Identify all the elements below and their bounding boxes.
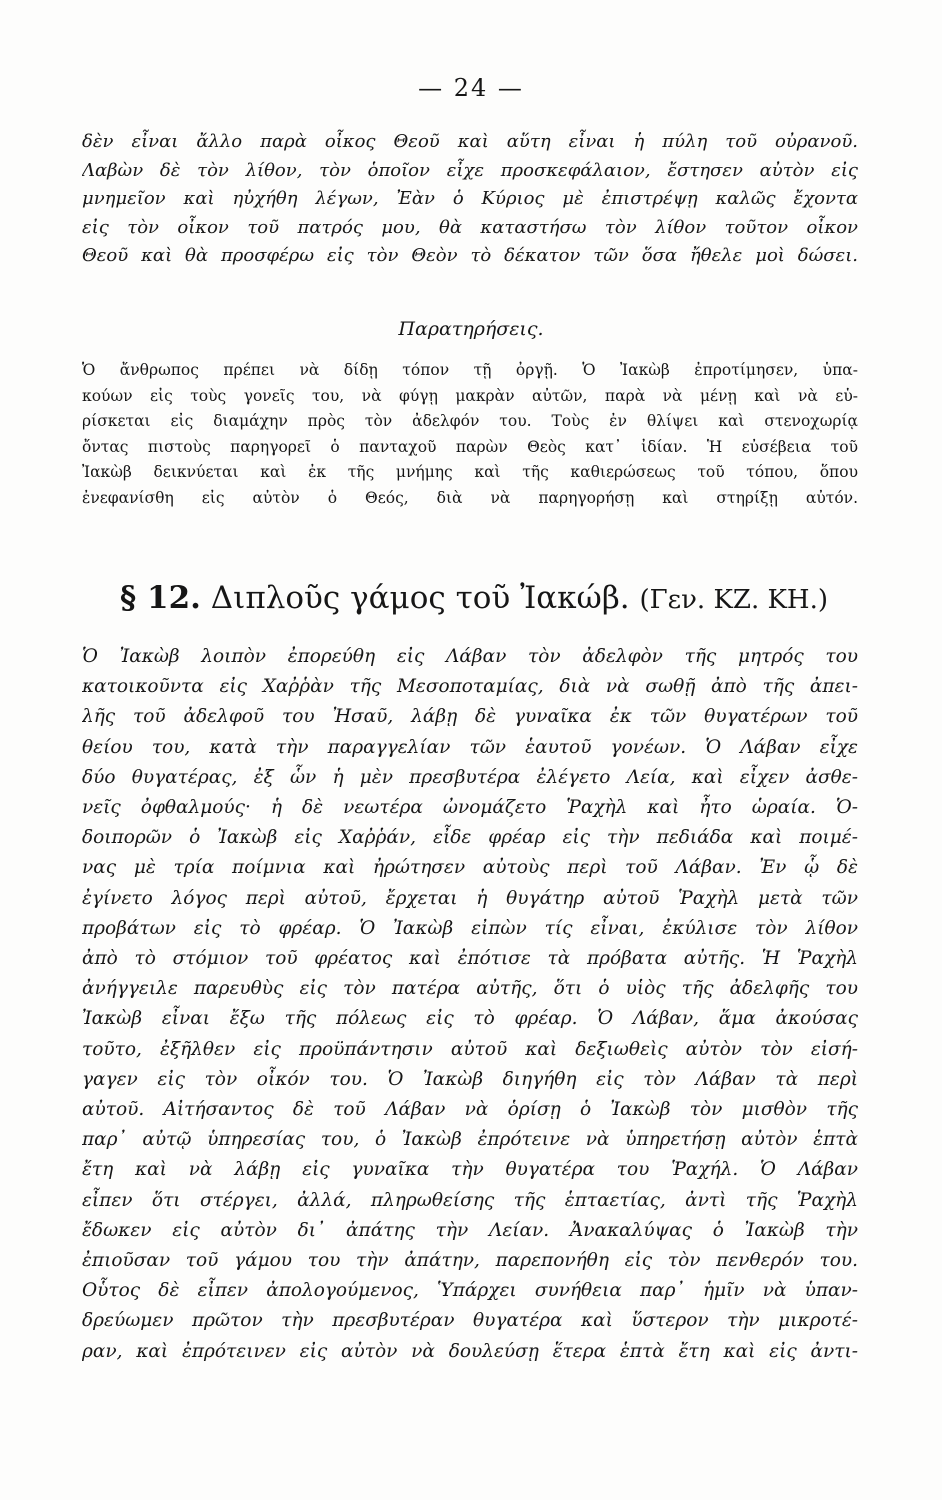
text-line: δὲν εἶναι ἄλλο παρὰ οἶκος Θεοῦ καὶ αὕτη εἶναι ἡ πύλη τοῦ οὐρανοῦ. — [82, 131, 858, 152]
intro-paragraph — [82, 128, 858, 271]
text-line: γαγεν εἰς τὸν οἶκόν του. Ὁ Ἰακὼβ διηγήθη εἰς τὸν Λάβαν τὰ περὶ — [82, 1068, 858, 1090]
text-line: ὄντας πιστοὺς παρηγορεῖ ὁ πανταχοῦ παρὼν Θεὸς κατ᾽ ἰδίαν. Ἡ εὐσέβεια τοῦ — [82, 437, 858, 456]
text-line: ἐπιοῦσαν τοῦ γάμου του τὴν ἀπάτην, παρεπονήθη εἰς τὸν πενθερόν του. — [82, 1250, 858, 1272]
text-line: λῆς τοῦ ἀδελφοῦ του Ἠσαῦ, λάβῃ δὲ γυναῖκα ἐκ τῶν θυγατέρων τοῦ — [82, 706, 858, 728]
text-line: Λαβὼν δὲ τὸν λίθον, τὸν ὁποῖον εἶχε προσκεφάλαιον, ἔστησεν αὐτὸν εἰς — [82, 159, 858, 181]
text-line: ραν, καὶ ἐπρότεινεν εἰς αὐτὸν νὰ δουλεύσῃ ἕτερα ἑπτὰ ἔτη καὶ εἰς ἀντι- — [82, 1340, 858, 1362]
text-line: εἶπεν ὅτι στέργει, ἀλλά, πληρωθείσης τῆς ἑπταετίας, ἀντὶ τῆς Ῥαχὴλ — [82, 1189, 858, 1211]
text-line: δοιπορῶν ὁ Ἰακὼβ εἰς Χαῤῥάν, εἶδε φρέαρ εἰς τὴν πεδιάδα καὶ ποιμέ- — [82, 827, 858, 849]
text-line: θείου του, κατὰ τὴν παραγγελίαν τῶν ἑαυτοῦ γονέων. Ὁ Λάβαν εἶχε — [82, 736, 858, 758]
text-line: Ὁ Ἰακὼβ λοιπὸν ἐπορεύθη εἰς Λάβαν τὸν ἀδελφὸν τῆς μητρός του — [82, 646, 858, 667]
text-line: ἔδωκεν εἰς αὐτὸν δι᾽ ἀπάτης τὴν Λείαν. Ἀνακαλύψας ὁ Ἰακὼβ τὴν — [82, 1219, 858, 1241]
text-line: νας μὲ τρία ποίμνια καὶ ἠρώτησεν αὐτοὺς περὶ τοῦ Λάβαν. Ἐν ᾧ δὲ — [82, 857, 858, 879]
text-line: εἰς τὸν οἶκον τοῦ πατρός μου, θὰ καταστήσω τὸν λίθον τοῦτον οἶκον — [82, 216, 858, 238]
section-number: § 12. — [120, 580, 201, 616]
text-line: μνημεῖον καὶ ηὐχήθη λέγων, Ἐὰν ὁ Κύριος μὲ ἐπιστρέψῃ καλῶς ἔχοντα — [82, 188, 858, 209]
text-line: τοῦτο, ἐξῆλθεν εἰς προϋπάντησιν αὐτοῦ καὶ δεξιωθεὶς αὐτὸν τὸν εἰσή- — [82, 1038, 858, 1060]
page-number: — 24 — — [418, 74, 524, 102]
section-title-text: Διπλοῦς γάμος τοῦ Ἰακώβ. — [210, 580, 630, 616]
text-line: Οὗτος δὲ εἶπεν ἀπολογούμενος, Ὑπάρχει συνήθεια παρ᾽ ἡμῖν νὰ ὑπαν- — [82, 1280, 858, 1302]
observations-paragraph — [82, 358, 858, 512]
text-line: ἀπὸ τὸ στόμιον τοῦ φρέατος καὶ ἐπότισε τὰ πρόβατα αὐτῆς. Ἡ Ῥαχὴλ — [82, 948, 858, 970]
section-reference: (Γεν. ΚΖ. ΚΗ.) — [639, 585, 828, 615]
text-line: Θεοῦ καὶ θὰ προσφέρω εἰς τὸν Θεὸν τὸ δέκατον τῶν ὅσα ἤθελε μοὶ δώσει. — [82, 245, 858, 266]
text-line: κούων εἰς τοὺς γονεῖς του, νὰ φύγῃ μακρὰν αὐτῶν, παρὰ νὰ μένῃ καὶ νὰ εὑ- — [82, 386, 858, 405]
text-line: προβάτων εἰς τὸ φρέαρ. Ὁ Ἰακὼβ εἰπὼν τίς εἶναι, ἐκύλισε τὸν λίθον — [82, 917, 858, 939]
text-line: παρ᾽ αὐτῷ ὑπηρεσίας του, ὁ Ἰακὼβ ἐπρότεινε νὰ ὑπηρετήσῃ αὐτὸν ἑπτὰ — [82, 1129, 858, 1151]
text-line: νεῖς ὀφθαλμούς· ἡ δὲ νεωτέρα ὠνομάζετο Ῥαχὴλ καὶ ἦτο ὡραία. Ὁ- — [82, 797, 858, 819]
text-line: δύο θυγατέρας, ἐξ ὧν ἡ μὲν πρεσβυτέρα ἐλέγετο Λεία, καὶ εἶχεν ἀσθε- — [82, 766, 858, 788]
text-line: Ἰακὼβ δεικνύεται καὶ ἐκ τῆς μνήμης καὶ τῆς καθιερώσεως τοῦ τόπου, ὅπου — [82, 463, 858, 482]
text-line: κατοικοῦντα εἰς Χαῤῥὰν τῆς Μεσοποταμίας, διὰ νὰ σωθῇ ἀπὸ τῆς ἀπει- — [82, 676, 858, 698]
text-line: ἔτη καὶ νὰ λάβῃ εἰς γυναῖκα τὴν θυγατέρα του Ῥαχήλ. Ὁ Λάβαν — [82, 1159, 858, 1181]
text-line: αὐτοῦ. Αἰτήσαντος δὲ τοῦ Λάβαν νὰ ὁρίσῃ ὁ Ἰακὼβ τὸν μισθὸν τῆς — [82, 1099, 858, 1121]
text-line: ἐνεφανίσθη εἰς αὐτὸν ὁ Θεός, διὰ νὰ παρηγορήσῃ καὶ στηρίξῃ αὐτόν. — [82, 488, 858, 507]
text-line: δρεύωμεν πρῶτον τὴν πρεσβυτέραν θυγατέρα καὶ ὕστερον τὴν μικροτέ- — [82, 1310, 858, 1332]
observations-heading: Παρατηρήσεις. — [398, 318, 544, 340]
text-line: Ἰακὼβ εἶναι ἔξω τῆς πόλεως εἰς τὸ φρέαρ. Ὁ Λάβαν, ἅμα ἀκούσας — [82, 1008, 858, 1030]
text-line: ἀνήγγειλε παρευθὺς εἰς τὸν πατέρα αὐτῆς, ὅτι ὁ υἱὸς τῆς ἀδελφῆς του — [82, 978, 858, 1000]
text-line: ρίσκεται εἰς διαμάχην πρὸς τὸν ἀδελφόν του. Τοὺς ἐν θλίψει καὶ στενοχωρίᾳ — [82, 412, 858, 431]
section-heading — [120, 580, 860, 616]
text-line: ἐγίνετο λόγος περὶ αὐτοῦ, ἔρχεται ἡ θυγάτηρ αὐτοῦ Ῥαχὴλ μετὰ τῶν — [82, 887, 858, 909]
section-body — [82, 642, 858, 1367]
text-line: Ὁ ἄνθρωπος πρέπει νὰ δίδῃ τόπον τῇ ὀργῇ. Ὁ Ἰακὼβ ἐπροτίμησεν, ὑπα- — [82, 361, 858, 379]
